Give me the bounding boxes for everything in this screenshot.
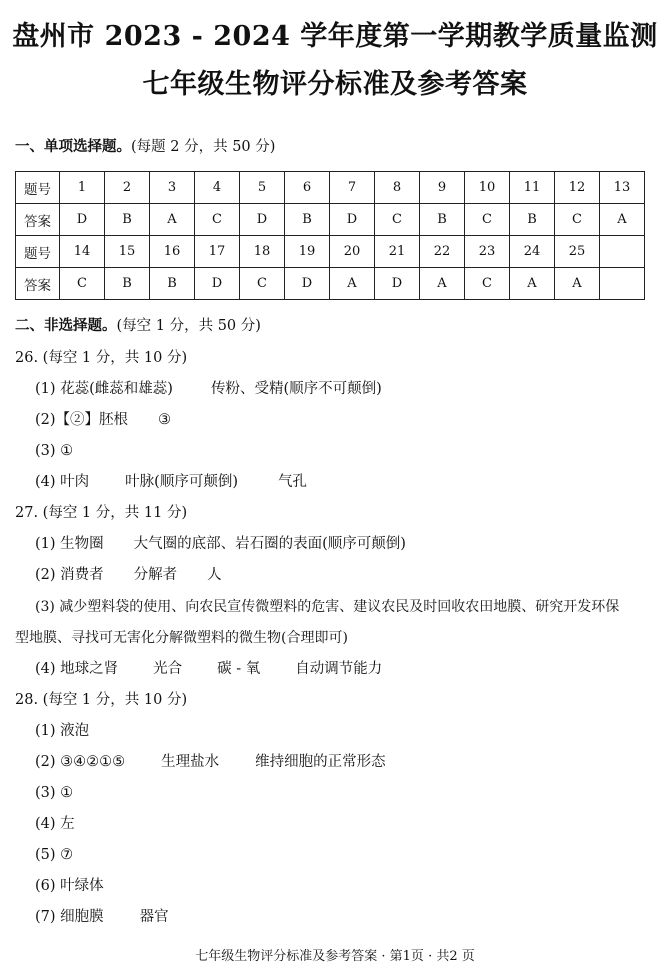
table-cell: 10 [465, 172, 510, 204]
table-cell: B [105, 268, 150, 300]
q27-a4c: 碳 - 氧 [217, 661, 261, 677]
table-cell: D [240, 204, 285, 236]
section2-heading: 二、非选择题。 [15, 317, 117, 334]
table-cell: A [510, 268, 555, 300]
q28-a2b: 生理盐水 [161, 754, 220, 770]
q27-header: 27. (每空 1 分，共 11 分) [15, 505, 188, 521]
table-cell: 17 [195, 236, 240, 268]
table-cell [600, 236, 645, 268]
table-cell: 21 [375, 236, 420, 268]
section1-note: (每题 2 分，共 50 分) [131, 139, 276, 155]
q26-header: 26. (每空 1 分，共 10 分) [15, 350, 188, 366]
q28-answer-3: (3) ① [35, 785, 74, 801]
q26-a4: (4) 叶肉 [35, 474, 90, 490]
table-cell: C [465, 204, 510, 236]
table-row-answers [16, 204, 645, 236]
table-cell [600, 268, 645, 300]
table-cell: 8 [375, 172, 420, 204]
table-cell: 11 [510, 172, 555, 204]
q28-answer-5: (5) ⑦ [35, 847, 74, 863]
q27-a2c: 人 [207, 567, 222, 583]
table-cell: C [240, 268, 285, 300]
document-title: 盘州市 2023 - 2024 学年度第一学期教学质量监测 [12, 21, 658, 52]
q26-a1b: 传粉、受精(顺序不可颠倒) [210, 381, 382, 397]
table-cell: B [285, 204, 330, 236]
table-cell: 19 [285, 236, 330, 268]
answer-table [15, 171, 645, 300]
table-row-answers [16, 268, 645, 300]
table-cell: A [420, 268, 465, 300]
section2-heading-line [15, 316, 261, 336]
q26-a2b: ③ [158, 412, 172, 428]
q28-answer-7 [35, 907, 169, 927]
q26-answer-3: (3) ① [35, 443, 74, 459]
q27-answer-3-line2: 型地膜、寻找可无害化分解微塑料的微生物(合理即可) [15, 630, 348, 646]
table-cell: 15 [105, 236, 150, 268]
q28-a7b: 器官 [139, 909, 169, 925]
q27-answer-1 [35, 534, 406, 554]
table-cell: 2 [105, 172, 150, 204]
q28-a7: (7) 细胞膜 [35, 909, 104, 925]
q26-answer-1 [35, 379, 382, 399]
table-cell: A [150, 204, 195, 236]
q27-answer-4 [35, 659, 382, 679]
page-footer: 七年级生物评分标准及参考答案 · 第1页 · 共2 页 [195, 949, 475, 964]
table-cell: 9 [420, 172, 465, 204]
table-row-label: 题号 [16, 172, 60, 204]
table-cell: 4 [195, 172, 240, 204]
q27-a4d: 自动调节能力 [295, 661, 383, 677]
q27-a2: (2) 消费者 [35, 567, 104, 583]
table-cell: C [60, 268, 105, 300]
q28-answer-1: (1) 液泡 [35, 723, 90, 739]
table-cell: A [600, 204, 645, 236]
table-cell: 3 [150, 172, 195, 204]
table-cell: B [105, 204, 150, 236]
table-cell: 20 [330, 236, 375, 268]
table-cell: D [330, 204, 375, 236]
table-cell: A [555, 268, 600, 300]
table-cell: 6 [285, 172, 330, 204]
table-cell: 13 [600, 172, 645, 204]
q27-a4: (4) 地球之肾 [35, 661, 119, 677]
table-cell: B [150, 268, 195, 300]
table-row-label: 答案 [16, 204, 60, 236]
table-cell: 22 [420, 236, 465, 268]
q27-a4b: 光合 [153, 661, 183, 677]
table-cell: 24 [510, 236, 555, 268]
section1-heading-line [15, 137, 275, 157]
q28-answer-6: (6) 叶绿体 [35, 878, 104, 894]
q27-a1: (1) 生物圈 [35, 536, 104, 552]
table-cell: 5 [240, 172, 285, 204]
table-cell: C [195, 204, 240, 236]
q27-answer-2 [35, 565, 222, 585]
q26-a4b: 叶脉(顺序可颠倒) [125, 474, 238, 490]
table-row-label: 题号 [16, 236, 60, 268]
table-cell: 12 [555, 172, 600, 204]
table-cell: D [285, 268, 330, 300]
q28-a2: (2) ③④②①⑤ [35, 754, 126, 770]
table-cell: 18 [240, 236, 285, 268]
table-cell: 14 [60, 236, 105, 268]
table-cell: 16 [150, 236, 195, 268]
document-subtitle: 七年级生物评分标准及参考答案 [142, 69, 528, 100]
table-cell: 23 [465, 236, 510, 268]
table-row-question-numbers [16, 172, 645, 204]
q26-answer-4 [35, 472, 307, 492]
q26-a4c: 气孔 [277, 474, 307, 490]
table-cell: B [510, 204, 555, 236]
table-cell: D [60, 204, 105, 236]
q28-a2c: 维持细胞的正常形态 [255, 754, 386, 770]
q28-answer-4: (4) 左 [35, 816, 75, 832]
table-cell: B [420, 204, 465, 236]
table-cell: C [465, 268, 510, 300]
table-cell: 1 [60, 172, 105, 204]
q27-a1b: 大气圈的底部、岩石圈的表面(顺序可颠倒) [133, 536, 406, 552]
q28-answer-2 [35, 752, 386, 772]
table-cell: C [375, 204, 420, 236]
q26-a2: (2)【②】胚根 [35, 412, 129, 428]
table-cell: C [555, 204, 600, 236]
section2-note: (每空 1 分，共 50 分) [116, 318, 261, 334]
table-cell: D [375, 268, 420, 300]
q26-a1: (1) 花蕊(雌蕊和雄蕊) [35, 381, 173, 397]
q27-a2b: 分解者 [133, 567, 178, 583]
table-row-question-numbers [16, 236, 645, 268]
table-cell: 7 [330, 172, 375, 204]
q28-header: 28. (每空 1 分，共 10 分) [15, 692, 188, 708]
q27-answer-3-line1: (3) 减少塑料袋的使用、向农民宣传微塑料的危害、建议农民及时回收农田地膜、研究开发环保 [35, 599, 620, 615]
table-cell: D [195, 268, 240, 300]
table-cell: A [330, 268, 375, 300]
table-row-label: 答案 [16, 268, 60, 300]
q26-answer-2 [35, 410, 171, 430]
section1-heading: 一、单项选择题。 [15, 138, 131, 155]
table-cell: 25 [555, 236, 600, 268]
